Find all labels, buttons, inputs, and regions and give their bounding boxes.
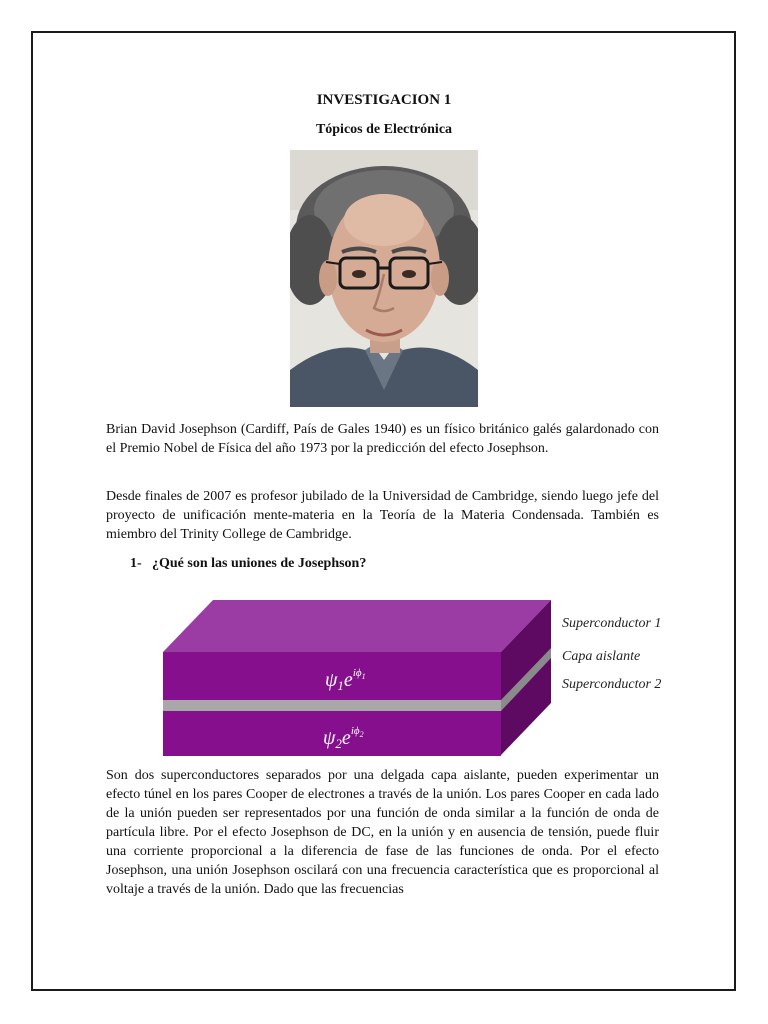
question-text: ¿Qué son las uniones de Josephson?: [152, 556, 367, 571]
document-title: INVESTIGACION 1: [316, 92, 452, 108]
label-superconductor-2: Superconductor 2: [562, 677, 662, 692]
label-insulator: Capa aislante: [562, 649, 641, 664]
wavefunction-1: $\psi_1e^{i\phi}1$: [325, 667, 366, 693]
document-subtitle: Tópicos de Electrónica: [315, 122, 453, 137]
wavefunction-2: $\psi_2e^{i\phi}2$: [323, 725, 364, 751]
insulator-layer: [163, 700, 501, 711]
paragraph-career: Desde finales de 2007 es profesor jubilado de la Universidad de Cambridge, siendo luego jefe del proyecto de unificación mente-materia en la Teoría de la Materia Condensada. También es miembro del Trinity College de Cambridge.: [106, 489, 659, 542]
superconductor-1-top-face: [163, 600, 551, 652]
question-number: 1-: [130, 556, 142, 571]
portrait-photo: [290, 150, 478, 407]
question-heading: [130, 556, 366, 572]
paragraph-bio: Brian David Josephson (Cardiff, País de Gales 1940) es un físico británico galés galardonado con el Premio Nobel de Física del año 1973 por la predicción del efecto Josephson.: [106, 422, 659, 456]
label-superconductor-1: Superconductor 1: [562, 616, 662, 631]
paragraph-junction-description: Son dos superconductores separados por una delgada capa aislante, pueden experimentar un efecto túnel en los pares Cooper de electrones a través de la unión. Los pares Cooper en cada lado de la unión pueden ser representados por una función de onda similar a la función de onda de partícula libre. Por el efecto Josephson de DC, en la unión y en ausencia de tensión, puede fluir una corriente proporcional a la diferencia de fase de las funciones de onda. Por el efecto Josephson, una unión Josephson oscilará con una frecuencia característica que es proporcional al voltaje a través de la unión. Dado que las frecuencias: [106, 768, 659, 897]
josephson-junction-diagram: [163, 598, 551, 756]
